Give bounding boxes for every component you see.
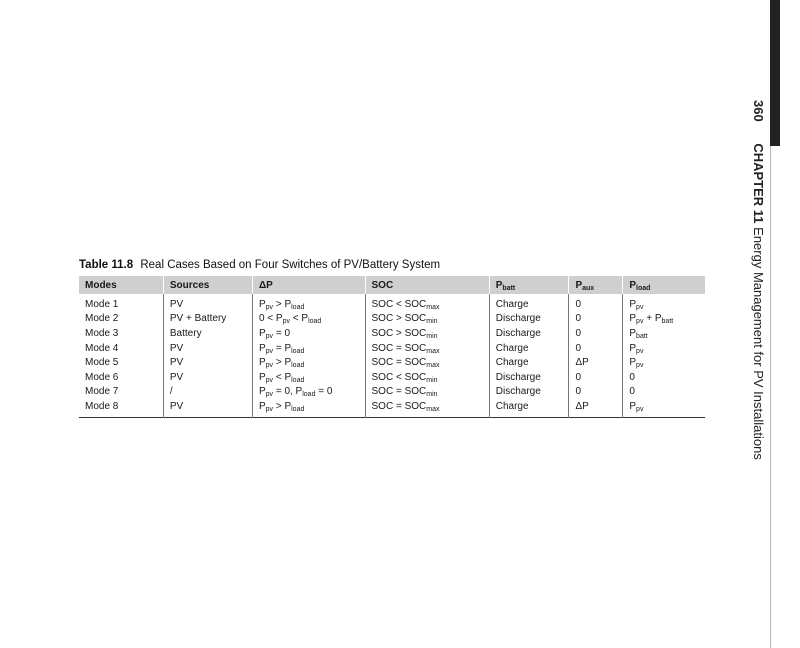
table-cell: Charge (489, 355, 569, 370)
table-row (79, 294, 705, 312)
table-cell: Mode 4 (85, 342, 119, 354)
table-cell: 0 (569, 326, 623, 341)
table-row (79, 355, 705, 370)
table-cell: Battery (163, 326, 252, 341)
table-cell: Discharge (489, 312, 569, 327)
table-cell: $P_{pv} + P_{batt}$ (623, 312, 705, 327)
table-cell: SOC = $SOC_{min}$ (365, 385, 489, 400)
header-cell: $P_{load}$ (623, 276, 705, 294)
table-cell: Discharge (489, 326, 569, 341)
table-cell: ΔP (569, 399, 623, 417)
header-cell: ΔP (252, 276, 365, 294)
table-cell: 0 (569, 294, 623, 312)
table-row (79, 341, 705, 356)
table-cell: Charge (489, 399, 569, 417)
table-cell: $P_{pv} > P_{load}$ (252, 355, 365, 370)
table-cell: PV (163, 399, 252, 417)
table-cell: PV (163, 341, 252, 356)
table-row (79, 326, 705, 341)
table-cell: $0 < P_{pv} < P_{load}$ (252, 312, 365, 327)
table-cell: PV (163, 355, 252, 370)
table-cell: SOC > $SOC_{min}$ (365, 312, 489, 327)
table-cell: $P_{pv}$ (623, 399, 705, 417)
table-cell: Mode 1 (85, 298, 119, 310)
header-cell: $P_{aux}$ (569, 276, 623, 294)
table-cell: $P_{pv} = 0$ (252, 326, 365, 341)
table-cell: SOC < $SOC_{max}$ (365, 294, 489, 312)
modes-table (79, 276, 705, 418)
table-row (79, 385, 705, 400)
table-cell: PV + Battery (163, 312, 252, 327)
table-row (79, 370, 705, 385)
table-cell: $P_{pv}$ (623, 355, 705, 370)
table-body (79, 294, 705, 417)
table-caption (79, 259, 440, 271)
table-cell: SOC < $SOC_{min}$ (365, 370, 489, 385)
table-caption-text: Real Cases Based on Four Switches of PV/Battery System (140, 259, 441, 271)
table-cell: SOC = $SOC_{max}$ (365, 355, 489, 370)
table-cell: Mode 6 (85, 371, 119, 383)
table-cell: 0 (569, 341, 623, 356)
table-cell: $P_{pv} = P_{load}$ (252, 341, 365, 356)
table-cell: PV (163, 294, 252, 312)
table-caption-label: Table 11.8 (79, 259, 134, 271)
table-cell: Mode 2 (85, 313, 119, 325)
header-cell: Modes (79, 276, 163, 294)
chapter-thumb-tab (770, 0, 780, 146)
table-cell: Discharge (489, 385, 569, 400)
table-cell: / (163, 385, 252, 400)
header-cell: Sources (163, 276, 252, 294)
table-cell: Mode 8 (85, 400, 119, 412)
table-cell: $P_{batt}$ (623, 326, 705, 341)
page-number: 360 (751, 100, 766, 122)
margin-rule (770, 146, 771, 648)
table-cell: SOC = $SOC_{max}$ (365, 341, 489, 356)
header-cell: $P_{batt}$ (489, 276, 569, 294)
table-cell: $P_{pv} < P_{load}$ (252, 370, 365, 385)
table-cell: $P_{pv}$ (623, 294, 705, 312)
table-row (79, 399, 705, 417)
table-cell: Discharge (489, 370, 569, 385)
table-row (79, 312, 705, 327)
table-cell: $P_{pv}$ (623, 341, 705, 356)
table-cell: PV (163, 370, 252, 385)
chapter-label: CHAPTER 11 (751, 143, 766, 224)
table-cell: 0 (623, 385, 705, 400)
table-cell: 0 (569, 385, 623, 400)
table-cell: Charge (489, 294, 569, 312)
table-cell: Charge (489, 341, 569, 356)
table-cell: $P_{pv} > P_{load}$ (252, 399, 365, 417)
table-cell: $P_{pv} = 0$, $P_{load} = 0$ (252, 385, 365, 400)
table-cell: Mode 3 (85, 327, 119, 339)
header-cell: SOC (365, 276, 489, 294)
running-head (751, 100, 766, 460)
table-cell: ΔP (569, 355, 623, 370)
table-cell: 0 (569, 312, 623, 327)
table-cell: $P_{pv} > P_{load}$ (252, 294, 365, 312)
table-cell: Mode 5 (85, 357, 119, 369)
table-cell: Mode 7 (85, 386, 119, 398)
table-header-row (79, 276, 705, 294)
table-cell: SOC = $SOC_{max}$ (365, 399, 489, 417)
table-cell: 0 (569, 370, 623, 385)
chapter-title: Energy Management for PV Installations (751, 227, 766, 460)
table-cell: SOC > $SOC_{min}$ (365, 326, 489, 341)
table-cell: 0 (623, 370, 705, 385)
